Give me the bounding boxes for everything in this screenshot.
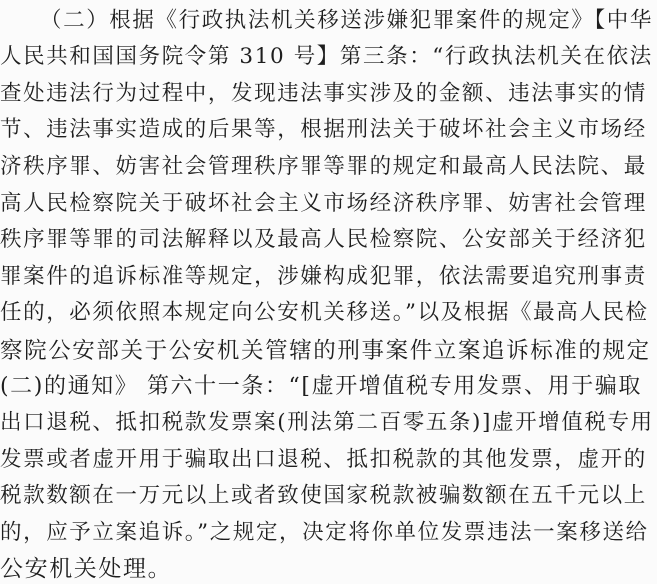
text-line-12: 出口退税、抵扣税款发票案(刑法第二百零五条)]虚开增值税专用	[0, 410, 654, 435]
text-line-10: 察院公安部关于公安机关管辖的刑事案件立案追诉标准的规定	[0, 338, 651, 364]
text-line-8: 罪案件的追诉标准等规定，涉嫌构成犯罪，依法需要追究刑事责	[0, 264, 647, 289]
text-line-15: 的，应予立案追诉。”之规定，决定将你单位发票违法一案移送给	[0, 520, 649, 545]
text-line-13: 发票或者虚开用于骗取出口退税、抵扣税款的其他发票，虚开的	[0, 447, 647, 472]
text-line-6: 高人民检察院关于破坏社会主义市场经济秩序罪、妨害社会管理	[0, 191, 647, 216]
text-line-1: （二）根据《行政执法机关移送涉嫌犯罪案件的规定》【中华	[40, 8, 653, 33]
text-line-7: 秩序罪等罪的司法解释以及最高人民检察院、公安部关于经济犯	[0, 227, 647, 252]
text-line-3: 查处违法行为过程中，发现违法事实涉及的金额、违法事实的情	[0, 81, 647, 106]
text-line-11: (二)的通知》 第六十一条：“[虚开增值税专用发票、用于骗取	[0, 374, 642, 399]
text-line-9: 任的，必须依照本规定向公安机关移送。”以及根据《最高人民检	[0, 300, 649, 325]
text-line-16: 公安机关处理。	[0, 556, 173, 582]
text-line-14: 税款数额在一万元以上或者致使国家税款被骗数额在五千元以上	[0, 483, 647, 508]
text-line-2: 人民共和国国务院令第 310 号】第三条：“行政执法机关在依法	[0, 44, 653, 69]
text-line-4: 节、违法事实造成的后果等，根据刑法关于破坏社会主义市场经	[0, 117, 647, 142]
text-line-5: 济秩序罪、妨害社会管理秩序罪等罪的规定和最高人民法院、最	[0, 154, 647, 179]
